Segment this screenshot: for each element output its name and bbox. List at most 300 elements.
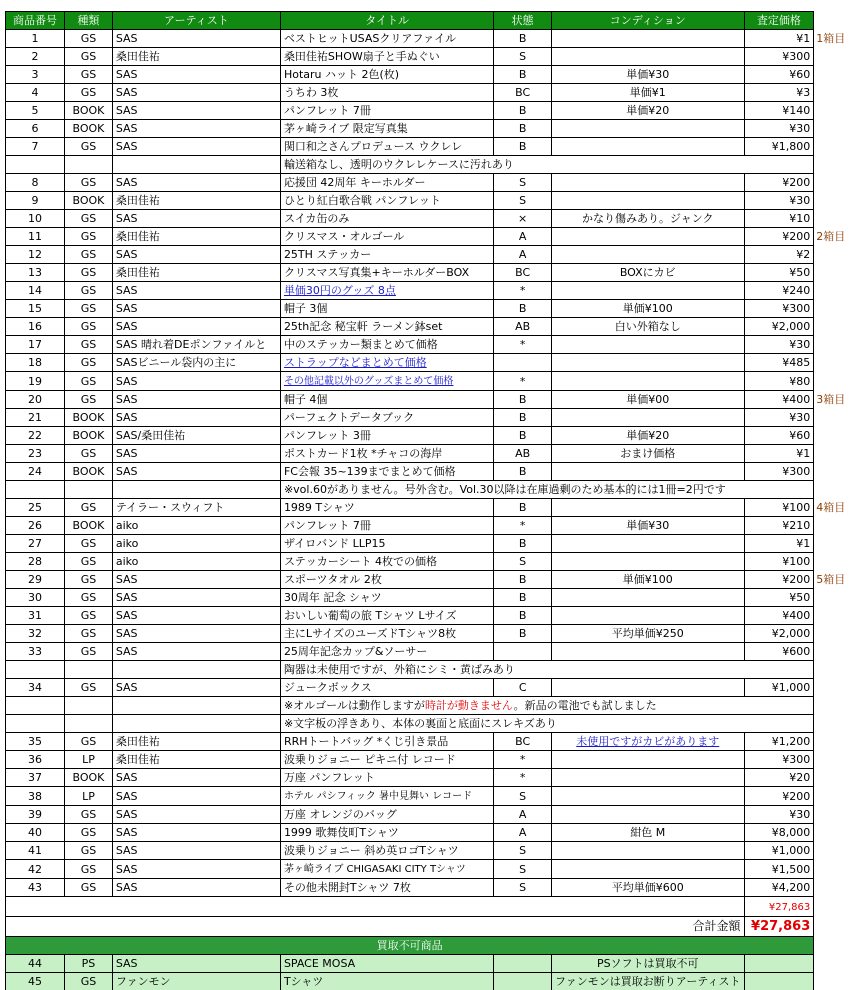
- item-number[interactable]: [6, 643, 65, 661]
- item-number[interactable]: [6, 733, 65, 751]
- item-condition[interactable]: [551, 553, 744, 571]
- item-type[interactable]: [65, 607, 113, 625]
- item-number[interactable]: [6, 517, 65, 535]
- item-type[interactable]: [65, 842, 113, 860]
- item-title[interactable]: [280, 769, 493, 787]
- item-number[interactable]: [6, 625, 65, 643]
- blank-cell[interactable]: [112, 661, 280, 679]
- item-type[interactable]: [65, 955, 113, 973]
- item-condition[interactable]: [551, 589, 744, 607]
- item-artist[interactable]: [112, 860, 280, 879]
- item-condition[interactable]: [551, 806, 744, 824]
- item-artist[interactable]: [112, 553, 280, 571]
- item-condition[interactable]: [551, 499, 744, 517]
- item-artist[interactable]: [112, 120, 280, 138]
- item-artist[interactable]: [112, 391, 280, 409]
- blank-cell[interactable]: [65, 715, 113, 733]
- item-state[interactable]: [494, 463, 552, 481]
- item-type[interactable]: [65, 427, 113, 445]
- blank-cell[interactable]: [6, 156, 65, 174]
- item-type[interactable]: [65, 300, 113, 318]
- item-artist[interactable]: [112, 643, 280, 661]
- note-cell[interactable]: [280, 697, 813, 715]
- rejected-section-title[interactable]: [6, 937, 814, 955]
- note-cell[interactable]: [280, 481, 813, 499]
- item-condition[interactable]: [551, 66, 744, 84]
- item-condition[interactable]: [551, 318, 744, 336]
- item-artist[interactable]: [112, 409, 280, 427]
- item-title[interactable]: [280, 643, 493, 661]
- item-type[interactable]: [65, 246, 113, 264]
- item-price[interactable]: [744, 102, 814, 120]
- item-type[interactable]: [65, 120, 113, 138]
- item-state[interactable]: [494, 879, 552, 897]
- item-state[interactable]: [494, 391, 552, 409]
- item-price[interactable]: [744, 787, 814, 806]
- item-condition[interactable]: [551, 625, 744, 643]
- item-state[interactable]: [494, 138, 552, 156]
- item-number[interactable]: [6, 860, 65, 879]
- item-artist[interactable]: [112, 66, 280, 84]
- item-state[interactable]: [494, 499, 552, 517]
- item-number[interactable]: [6, 30, 65, 48]
- item-condition[interactable]: [551, 138, 744, 156]
- col-state-header[interactable]: [494, 12, 552, 30]
- item-type[interactable]: [65, 372, 113, 391]
- item-price[interactable]: [744, 427, 814, 445]
- col-artist-header[interactable]: [112, 12, 280, 30]
- item-condition[interactable]: [551, 282, 744, 300]
- item-artist[interactable]: [112, 769, 280, 787]
- item-title[interactable]: [280, 879, 493, 897]
- item-artist[interactable]: [112, 372, 280, 391]
- item-type[interactable]: [65, 733, 113, 751]
- item-state[interactable]: [494, 336, 552, 354]
- item-artist[interactable]: [112, 318, 280, 336]
- item-artist[interactable]: [112, 84, 280, 102]
- item-number[interactable]: [6, 66, 65, 84]
- item-price[interactable]: [744, 120, 814, 138]
- item-artist[interactable]: [112, 48, 280, 66]
- item-title[interactable]: [280, 824, 493, 842]
- item-title[interactable]: [280, 445, 493, 463]
- blank-cell[interactable]: [112, 481, 280, 499]
- item-state[interactable]: [494, 571, 552, 589]
- item-type[interactable]: [65, 174, 113, 192]
- item-condition[interactable]: [551, 30, 744, 48]
- item-number[interactable]: [6, 48, 65, 66]
- item-state[interactable]: [494, 30, 552, 48]
- item-number[interactable]: [6, 354, 65, 372]
- item-state[interactable]: [494, 517, 552, 535]
- item-price[interactable]: [744, 955, 814, 973]
- item-title[interactable]: [280, 409, 493, 427]
- item-title[interactable]: [280, 589, 493, 607]
- item-type[interactable]: [65, 102, 113, 120]
- item-price[interactable]: [744, 30, 814, 48]
- blank-cell[interactable]: [6, 661, 65, 679]
- item-artist[interactable]: [112, 607, 280, 625]
- item-number[interactable]: [6, 192, 65, 210]
- item-type[interactable]: [65, 48, 113, 66]
- item-price[interactable]: [744, 679, 814, 697]
- subtotal-value[interactable]: [744, 897, 814, 917]
- blank-cell[interactable]: [112, 715, 280, 733]
- item-title[interactable]: [280, 625, 493, 643]
- item-title[interactable]: [280, 102, 493, 120]
- item-condition[interactable]: [551, 174, 744, 192]
- blank-cell[interactable]: [6, 715, 65, 733]
- item-type[interactable]: [65, 751, 113, 769]
- item-artist[interactable]: [112, 571, 280, 589]
- item-price[interactable]: [744, 499, 814, 517]
- item-number[interactable]: [6, 463, 65, 481]
- blank-cell[interactable]: [112, 156, 280, 174]
- item-artist[interactable]: [112, 445, 280, 463]
- item-number[interactable]: [6, 210, 65, 228]
- item-number[interactable]: [6, 973, 65, 990]
- item-price[interactable]: [744, 192, 814, 210]
- item-condition[interactable]: [551, 955, 744, 973]
- item-title[interactable]: [280, 499, 493, 517]
- item-number[interactable]: [6, 842, 65, 860]
- item-number[interactable]: [6, 264, 65, 282]
- item-price[interactable]: [744, 391, 814, 409]
- blank-cell[interactable]: [65, 697, 113, 715]
- note-cell[interactable]: [280, 715, 813, 733]
- item-price[interactable]: [744, 824, 814, 842]
- item-price[interactable]: [744, 372, 814, 391]
- item-state[interactable]: [494, 535, 552, 553]
- item-number[interactable]: [6, 806, 65, 824]
- item-state[interactable]: [494, 769, 552, 787]
- item-state[interactable]: [494, 102, 552, 120]
- item-title[interactable]: [280, 282, 493, 300]
- blank-cell[interactable]: [6, 697, 65, 715]
- item-artist[interactable]: [112, 806, 280, 824]
- grand-total-value[interactable]: [744, 917, 814, 937]
- item-title[interactable]: [280, 84, 493, 102]
- item-number[interactable]: [6, 824, 65, 842]
- item-condition[interactable]: [551, 787, 744, 806]
- item-condition[interactable]: [551, 336, 744, 354]
- item-number[interactable]: [6, 138, 65, 156]
- item-price[interactable]: [744, 354, 814, 372]
- blank-cell[interactable]: [112, 697, 280, 715]
- item-condition[interactable]: [551, 210, 744, 228]
- item-type[interactable]: [65, 517, 113, 535]
- item-type[interactable]: [65, 973, 113, 990]
- item-price[interactable]: [744, 806, 814, 824]
- col-type-header[interactable]: [65, 12, 113, 30]
- item-condition[interactable]: [551, 300, 744, 318]
- item-type[interactable]: [65, 264, 113, 282]
- item-state[interactable]: [494, 282, 552, 300]
- item-state[interactable]: [494, 264, 552, 282]
- item-condition[interactable]: [551, 769, 744, 787]
- item-type[interactable]: [65, 860, 113, 879]
- blank-cell[interactable]: [6, 897, 745, 917]
- item-condition[interactable]: [551, 733, 744, 751]
- item-price[interactable]: [744, 409, 814, 427]
- item-number[interactable]: [6, 589, 65, 607]
- item-price[interactable]: [744, 228, 814, 246]
- item-state[interactable]: [494, 973, 552, 990]
- item-artist[interactable]: [112, 535, 280, 553]
- item-title[interactable]: [280, 751, 493, 769]
- blank-cell[interactable]: [65, 481, 113, 499]
- item-price[interactable]: [744, 174, 814, 192]
- item-condition[interactable]: [551, 192, 744, 210]
- item-type[interactable]: [65, 318, 113, 336]
- item-price[interactable]: [744, 318, 814, 336]
- item-title[interactable]: [280, 228, 493, 246]
- item-title[interactable]: [280, 174, 493, 192]
- item-type[interactable]: [65, 282, 113, 300]
- item-artist[interactable]: [112, 499, 280, 517]
- item-artist[interactable]: [112, 842, 280, 860]
- item-price[interactable]: [744, 138, 814, 156]
- item-condition[interactable]: [551, 120, 744, 138]
- item-number[interactable]: [6, 955, 65, 973]
- item-type[interactable]: [65, 879, 113, 897]
- item-number[interactable]: [6, 553, 65, 571]
- item-type[interactable]: [65, 463, 113, 481]
- item-condition[interactable]: [551, 264, 744, 282]
- item-type[interactable]: [65, 806, 113, 824]
- item-artist[interactable]: [112, 955, 280, 973]
- item-artist[interactable]: [112, 751, 280, 769]
- item-number[interactable]: [6, 571, 65, 589]
- item-state[interactable]: [494, 48, 552, 66]
- item-state[interactable]: [494, 607, 552, 625]
- item-title[interactable]: [280, 66, 493, 84]
- item-type[interactable]: [65, 445, 113, 463]
- item-type[interactable]: [65, 30, 113, 48]
- item-number[interactable]: [6, 769, 65, 787]
- item-title[interactable]: [280, 30, 493, 48]
- item-artist[interactable]: [112, 354, 280, 372]
- item-number[interactable]: [6, 427, 65, 445]
- item-state[interactable]: [494, 445, 552, 463]
- item-title[interactable]: [280, 138, 493, 156]
- item-artist[interactable]: [112, 679, 280, 697]
- item-price[interactable]: [744, 751, 814, 769]
- item-number[interactable]: [6, 409, 65, 427]
- item-title[interactable]: [280, 955, 493, 973]
- item-price[interactable]: [744, 643, 814, 661]
- item-type[interactable]: [65, 625, 113, 643]
- item-price[interactable]: [744, 300, 814, 318]
- item-artist[interactable]: [112, 228, 280, 246]
- item-price[interactable]: [744, 879, 814, 897]
- item-type[interactable]: [65, 66, 113, 84]
- item-condition[interactable]: [551, 571, 744, 589]
- item-price[interactable]: [744, 973, 814, 990]
- item-number[interactable]: [6, 336, 65, 354]
- item-condition[interactable]: [551, 84, 744, 102]
- item-artist[interactable]: [112, 787, 280, 806]
- item-number[interactable]: [6, 300, 65, 318]
- item-title[interactable]: [280, 391, 493, 409]
- item-type[interactable]: [65, 824, 113, 842]
- item-type[interactable]: [65, 84, 113, 102]
- item-price[interactable]: [744, 571, 814, 589]
- item-artist[interactable]: [112, 589, 280, 607]
- item-condition[interactable]: [551, 409, 744, 427]
- item-title[interactable]: [280, 787, 493, 806]
- item-title[interactable]: [280, 48, 493, 66]
- item-number[interactable]: [6, 679, 65, 697]
- item-condition[interactable]: [551, 973, 744, 990]
- item-price[interactable]: [744, 264, 814, 282]
- item-state[interactable]: [494, 318, 552, 336]
- item-title[interactable]: [280, 318, 493, 336]
- item-state[interactable]: [494, 787, 552, 806]
- item-title[interactable]: [280, 372, 493, 391]
- item-number[interactable]: [6, 84, 65, 102]
- item-number[interactable]: [6, 174, 65, 192]
- item-state[interactable]: [494, 354, 552, 372]
- item-state[interactable]: [494, 842, 552, 860]
- item-type[interactable]: [65, 571, 113, 589]
- item-type[interactable]: [65, 138, 113, 156]
- item-type[interactable]: [65, 535, 113, 553]
- item-artist[interactable]: [112, 879, 280, 897]
- item-price[interactable]: [744, 535, 814, 553]
- item-state[interactable]: [494, 372, 552, 391]
- item-state[interactable]: [494, 589, 552, 607]
- item-artist[interactable]: [112, 733, 280, 751]
- item-artist[interactable]: [112, 138, 280, 156]
- item-artist[interactable]: [112, 282, 280, 300]
- item-title[interactable]: [280, 860, 493, 879]
- note-cell[interactable]: [280, 156, 813, 174]
- item-state[interactable]: [494, 409, 552, 427]
- item-state[interactable]: [494, 427, 552, 445]
- item-number[interactable]: [6, 120, 65, 138]
- item-number[interactable]: [6, 607, 65, 625]
- item-price[interactable]: [744, 246, 814, 264]
- item-title[interactable]: [280, 842, 493, 860]
- item-price[interactable]: [744, 842, 814, 860]
- item-state[interactable]: [494, 806, 552, 824]
- item-price[interactable]: [744, 860, 814, 879]
- item-price[interactable]: [744, 48, 814, 66]
- item-state[interactable]: [494, 860, 552, 879]
- item-condition[interactable]: [551, 824, 744, 842]
- item-title[interactable]: [280, 354, 493, 372]
- col-price-header[interactable]: [744, 12, 814, 30]
- item-number[interactable]: [6, 879, 65, 897]
- item-type[interactable]: [65, 499, 113, 517]
- item-type[interactable]: [65, 589, 113, 607]
- item-artist[interactable]: [112, 174, 280, 192]
- item-type[interactable]: [65, 409, 113, 427]
- item-condition[interactable]: [551, 535, 744, 553]
- item-condition[interactable]: [551, 751, 744, 769]
- item-artist[interactable]: [112, 210, 280, 228]
- item-price[interactable]: [744, 607, 814, 625]
- item-condition[interactable]: [551, 860, 744, 879]
- item-title[interactable]: [280, 300, 493, 318]
- col-condition-header[interactable]: [551, 12, 744, 30]
- item-number[interactable]: [6, 445, 65, 463]
- item-type[interactable]: [65, 354, 113, 372]
- item-price[interactable]: [744, 336, 814, 354]
- item-artist[interactable]: [112, 102, 280, 120]
- item-title[interactable]: [280, 192, 493, 210]
- item-number[interactable]: [6, 535, 65, 553]
- item-condition[interactable]: [551, 643, 744, 661]
- item-price[interactable]: [744, 84, 814, 102]
- item-title[interactable]: [280, 571, 493, 589]
- item-title[interactable]: [280, 806, 493, 824]
- item-condition[interactable]: [551, 372, 744, 391]
- item-artist[interactable]: [112, 625, 280, 643]
- item-state[interactable]: [494, 84, 552, 102]
- item-number[interactable]: [6, 246, 65, 264]
- item-artist[interactable]: [112, 264, 280, 282]
- item-type[interactable]: [65, 210, 113, 228]
- item-price[interactable]: [744, 553, 814, 571]
- item-artist[interactable]: [112, 336, 280, 354]
- item-state[interactable]: [494, 553, 552, 571]
- item-type[interactable]: [65, 553, 113, 571]
- item-artist[interactable]: [112, 517, 280, 535]
- item-type[interactable]: [65, 643, 113, 661]
- item-condition[interactable]: [551, 879, 744, 897]
- item-title[interactable]: [280, 264, 493, 282]
- item-state[interactable]: [494, 192, 552, 210]
- item-price[interactable]: [744, 733, 814, 751]
- blank-cell[interactable]: [65, 156, 113, 174]
- item-artist[interactable]: [112, 463, 280, 481]
- item-condition[interactable]: [551, 445, 744, 463]
- item-number[interactable]: [6, 228, 65, 246]
- item-condition[interactable]: [551, 102, 744, 120]
- item-state[interactable]: [494, 120, 552, 138]
- item-condition[interactable]: [551, 679, 744, 697]
- item-type[interactable]: [65, 192, 113, 210]
- item-condition[interactable]: [551, 354, 744, 372]
- item-title[interactable]: [280, 679, 493, 697]
- item-title[interactable]: [280, 210, 493, 228]
- item-condition[interactable]: [551, 607, 744, 625]
- item-title[interactable]: [280, 517, 493, 535]
- item-title[interactable]: [280, 246, 493, 264]
- grand-total-label[interactable]: [6, 917, 745, 937]
- item-price[interactable]: [744, 625, 814, 643]
- item-title[interactable]: [280, 607, 493, 625]
- item-state[interactable]: [494, 246, 552, 264]
- note-cell[interactable]: [280, 661, 813, 679]
- item-number[interactable]: [6, 318, 65, 336]
- item-artist[interactable]: [112, 824, 280, 842]
- col-title-header[interactable]: [280, 12, 493, 30]
- blank-cell[interactable]: [6, 481, 65, 499]
- item-condition[interactable]: [551, 48, 744, 66]
- item-condition[interactable]: [551, 228, 744, 246]
- item-state[interactable]: [494, 643, 552, 661]
- item-state[interactable]: [494, 228, 552, 246]
- item-price[interactable]: [744, 769, 814, 787]
- item-artist[interactable]: [112, 246, 280, 264]
- item-price[interactable]: [744, 445, 814, 463]
- item-type[interactable]: [65, 391, 113, 409]
- item-number[interactable]: [6, 102, 65, 120]
- item-title[interactable]: [280, 973, 493, 990]
